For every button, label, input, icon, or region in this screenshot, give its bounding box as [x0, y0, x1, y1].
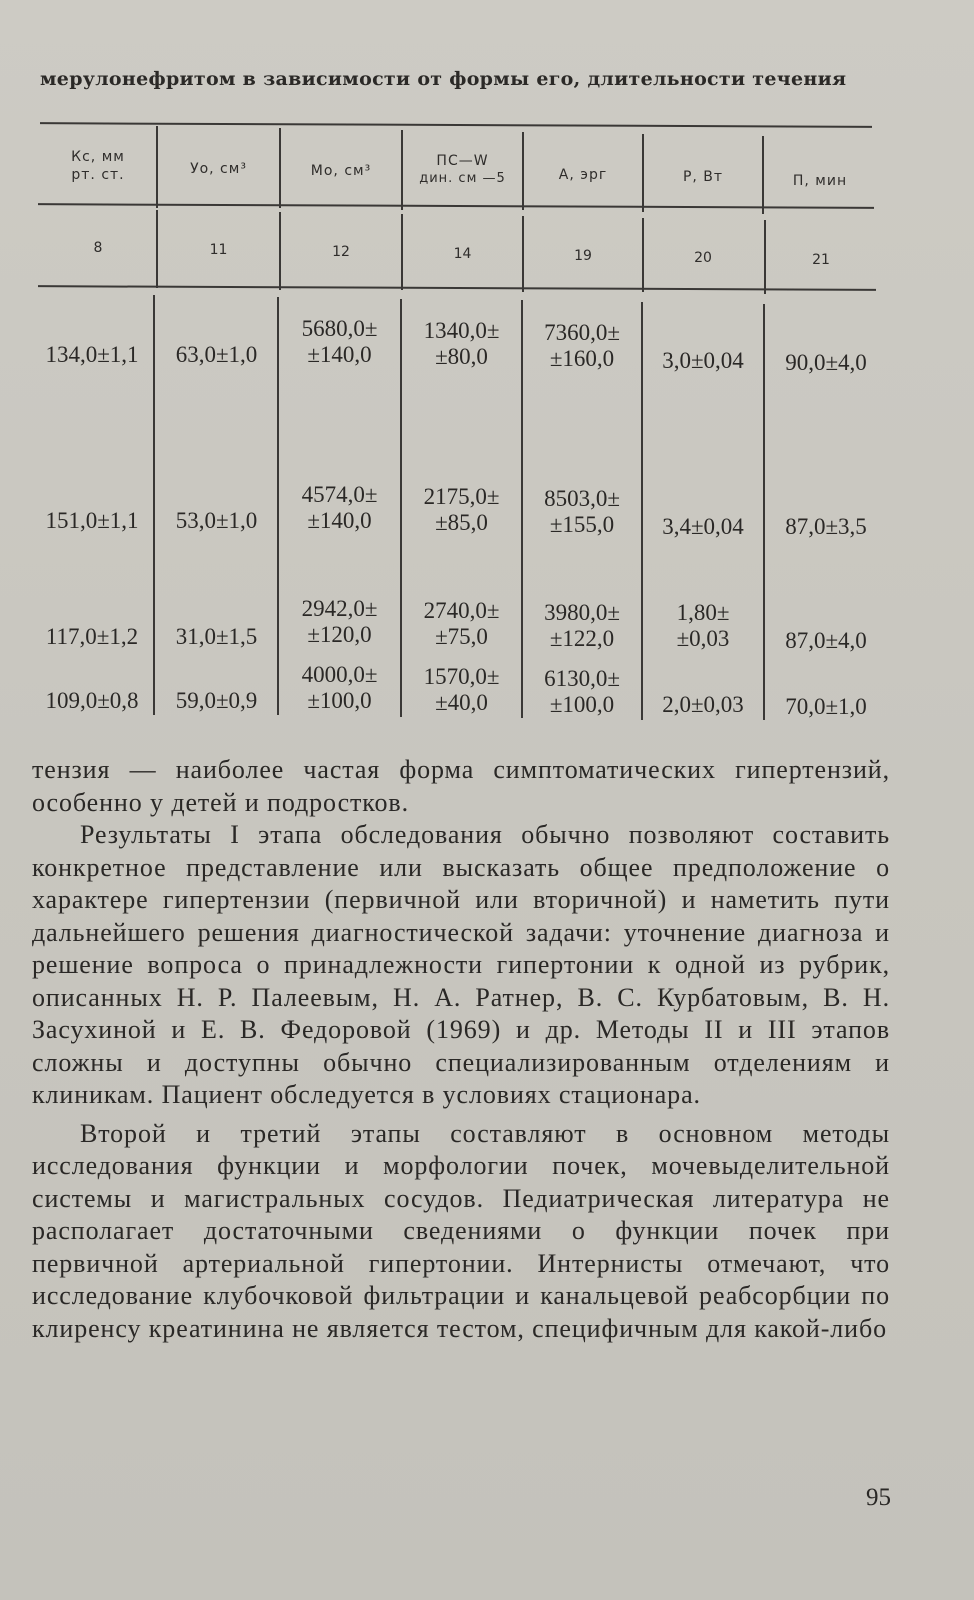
table-cell: 5680,0±: [301, 316, 378, 341]
table-header-rule: [38, 203, 874, 209]
table-cell: 31,0±1,5: [175, 624, 258, 649]
table-cell: 53,0±1,0: [175, 508, 258, 533]
page-number: 95: [866, 1484, 891, 1511]
table-cell: ±75,0: [435, 624, 488, 649]
table-cell: 109,0±0,8: [45, 688, 139, 713]
table-cell: 2740,0±: [423, 598, 500, 623]
table-cell: 2,0±0,03: [662, 692, 744, 717]
table-cell: 117,0±1,2: [45, 624, 139, 649]
table-number-rule: [38, 285, 876, 291]
paragraph: Результаты I этапа обследования обычно позволяют составить конкретное представление или высказать общее предположение о характере гипертензии (первичной или вторичной) и наметить пути дальнейшего решения диагностической задачи: уточнение диагноза и решение вопроса о принадлежности гипертонии к одной из рубрик, описанных Н. Р. Палеевым, Н. А. Ратнер, В. С. Курбатовым, В. Н. Засухиной и Е. В. Федоровой (1969) и др. Методы II и III этапов сложны и доступны обычно специализированным отделениям и клиникам. Пациент обследуется в условиях стационара.: [32, 820, 890, 1109]
table-cell: 4574,0±: [301, 482, 378, 507]
table-cell: 90,0±4,0: [785, 350, 867, 375]
table-cell: 2175,0±: [423, 484, 500, 509]
body-text: [32, 754, 890, 1345]
table-cell: 87,0±4,0: [785, 628, 867, 653]
table-cell: 63,0±1,0: [175, 342, 258, 367]
table-cell: 2942,0±: [301, 596, 378, 621]
table-cell: 87,0±3,5: [785, 514, 867, 539]
column-number: 12: [332, 244, 350, 260]
column-number: 14: [453, 246, 472, 262]
table-cell: ±40,0: [435, 690, 488, 715]
table-cell: 3980,0±: [544, 600, 620, 625]
table-cell: 7360,0±: [544, 320, 620, 345]
table-cell: ±140,0: [307, 508, 372, 533]
table-cell: 6130,0±: [544, 666, 620, 691]
table-cell: ±120,0: [307, 622, 372, 647]
table-cell: ±85,0: [435, 510, 488, 535]
header-cell: П, мин: [792, 173, 848, 189]
table-cell: 151,0±1,1: [45, 508, 139, 533]
column-number: 19: [574, 248, 592, 264]
table-cell: 70,0±1,0: [785, 694, 867, 719]
table-top-rule: [40, 122, 872, 128]
table-cell: ±155,0: [549, 512, 615, 537]
header-cell: Р, Вт: [682, 169, 724, 185]
column-number: 11: [209, 242, 228, 258]
table-cell: ±100,0: [549, 692, 615, 717]
table-cell: 3,0±0,04: [662, 348, 744, 373]
table-cell: ±0,03: [676, 626, 730, 651]
table-cell: ±100,0: [307, 688, 372, 713]
column-number: 8: [93, 240, 103, 256]
table-cell: 1340,0±: [423, 318, 500, 343]
column-number: 20: [694, 250, 712, 266]
paragraph: тензия — наиболее частая форма симптоматических гипертензий, особенно у детей и подростков.: [32, 755, 890, 817]
header-cell: Кс, мм рт. ст.: [71, 149, 125, 183]
table-cell: 1570,0±: [423, 664, 500, 689]
column-number: 21: [812, 252, 830, 268]
header-cell: ПС—W дин. см —5: [419, 153, 506, 186]
table-cell: ±80,0: [435, 344, 488, 369]
table-cell: 134,0±1,1: [45, 342, 139, 367]
header-cell: Уо, см³: [190, 161, 247, 177]
table-cell: 8503,0±: [544, 486, 620, 511]
table-cell: 4000,0±: [301, 662, 378, 687]
header-cell: А, эрг: [558, 167, 608, 183]
header-cell: Мо, см³: [310, 163, 372, 179]
table-cell: ±140,0: [307, 342, 372, 367]
table-cell: ±122,0: [549, 626, 615, 651]
table-cell: ±160,0: [549, 346, 615, 371]
table-cell: 59,0±0,9: [175, 688, 258, 713]
table-cell: 3,4±0,04: [662, 514, 744, 539]
table-caption: мерулонефритом в зависимости от формы его, длительности течения: [40, 68, 847, 90]
table-cell: 1,80±: [676, 600, 730, 625]
paragraph: Второй и третий этапы составляют в основном методы исследования функции и морфологии почек, мочевыделительной системы и магистральных сосудов. Педиатрическая литература не располагает достаточными сведениями о функции почек при первичной артериальной гипертонии. Интернисты отмечают, что исследование клубочковой фильтрации и канальцевой реабсорбции по клиренсу креатинина не является тестом, специфичным для какой-либо: [32, 1118, 890, 1343]
